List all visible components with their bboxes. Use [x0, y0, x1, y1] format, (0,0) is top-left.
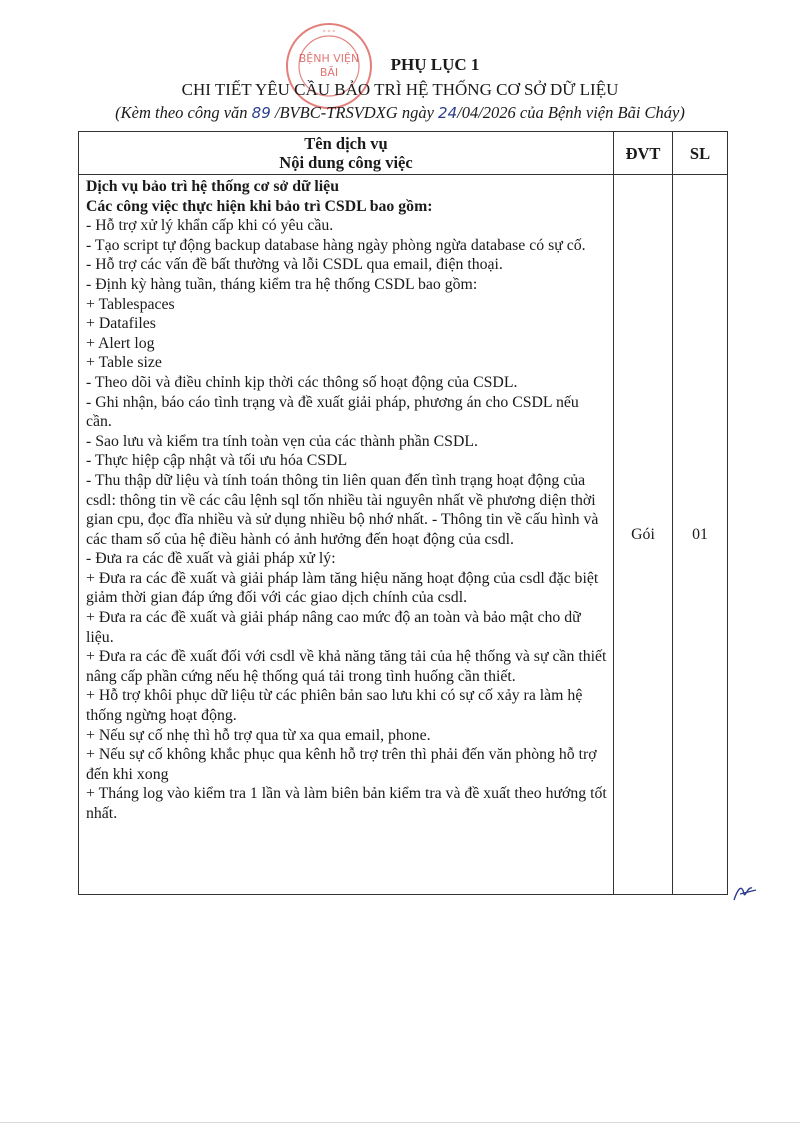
- content-line: + Tablespaces: [86, 295, 175, 313]
- content-line: Dịch vụ bảo trì hệ thống cơ sở dữ liệu: [86, 178, 339, 195]
- table-header-row: [79, 132, 728, 175]
- document-subtitle: (Kèm theo công văn 89 /BVBC-TRSVDXG ngày 24/04/2026 của Bệnh viện Bãi Cháy): [115, 103, 685, 122]
- content-line: - Theo dõi và điều chỉnh kịp thời các thông số hoạt động của CSDL.: [86, 373, 518, 391]
- content-line: - Ghi nhận, báo cáo tình trạng và đề xuất giải pháp, phương án cho CSDL nếu cần.: [86, 393, 579, 431]
- scan-edge-line: [0, 1122, 800, 1123]
- requirements-table: [78, 131, 728, 895]
- content-line: Các công việc thực hiện khi bảo trì CSDL bao gồm:: [86, 197, 433, 215]
- content-line: + Datafiles: [86, 315, 156, 333]
- header-service-content: Tên dịch vụ Nội dung công việc: [79, 132, 614, 175]
- content-line: - Định kỳ hàng tuần, tháng kiểm tra hệ thống CSDL bao gồm:: [86, 275, 478, 293]
- content-line: - Sao lưu và kiểm tra tính toàn vẹn của các thành phần CSDL.: [86, 432, 478, 450]
- stamp-text-2: BÃI: [319, 66, 339, 79]
- content-line: - Thực hiệp cập nhật và tối ưu hóa CSDL: [86, 452, 348, 470]
- content-line: + Alert log: [86, 334, 155, 352]
- content-line: + Nếu sự cố không khắc phục qua kênh hỗ trợ trên thì phải đến văn phòng hỗ trợ đến khi xong: [86, 746, 597, 783]
- header-unit: ĐVT: [614, 132, 673, 175]
- content-line: + Table size: [86, 354, 162, 372]
- content-line: + Đưa ra các đề xuất và giải pháp làm tăng hiệu năng hoạt động của csdl đặc biệt giảm thời gian đáp ứng đối với các giao dịch chính của csdl.: [86, 569, 599, 607]
- handwritten-day: 24: [438, 104, 458, 122]
- table-row: [79, 175, 728, 895]
- signature-mark: [730, 880, 760, 904]
- content-line: - Tạo script tự động backup database hàng ngày phòng ngừa database có sự cố.: [86, 236, 586, 254]
- handwritten-doc-number: 89: [251, 104, 271, 122]
- content-line: + Nếu sự cố nhẹ thì hỗ trợ qua từ xa qua email, phone.: [86, 726, 431, 744]
- content-line: - Hỗ trợ xử lý khẩn cấp khi có yêu cầu.: [86, 217, 334, 235]
- content-line: + Tháng log vào kiểm tra 1 lần và làm biên bản kiểm tra và đề xuất theo hướng tốt nhất.: [86, 785, 607, 822]
- service-content-cell: [79, 175, 614, 895]
- content-line: + Đưa ra các đề xuất và giải pháp nâng cao mức độ an toàn và bảo mật cho dữ liệu.: [86, 609, 581, 646]
- quantity-cell: 01: [673, 175, 728, 895]
- svg-text:* * *: * * *: [322, 29, 336, 36]
- content-line: - Đưa ra các đề xuất và giải pháp xử lý:: [86, 550, 336, 568]
- content-line: - Hỗ trợ các vấn đề bất thường và lỗi CSDL qua email, điện thoại.: [86, 256, 503, 274]
- stamp-text-1: BỆNH VIỆN: [298, 52, 360, 65]
- content-line: + Đưa ra các đề xuất đối với csdl về khả năng tăng tải của hệ thống và sự cần thiết nâng cấp phần cứng nếu hệ thống quá tải trong tình huống cần thiết.: [86, 648, 607, 685]
- document-title: CHI TIẾT YÊU CẦU BẢO TRÌ HỆ THỐNG CƠ SỞ DỮ LIỆU: [181, 80, 619, 99]
- appendix-title: PHỤ LỤC 1: [390, 55, 480, 74]
- unit-cell: Gói: [614, 175, 673, 895]
- header-quantity: SL: [673, 132, 728, 175]
- content-line: + Hỗ trợ khôi phục dữ liệu từ các phiên bản sao lưu khi có sự cố xảy ra làm hệ thống ngừng hoạt động.: [86, 687, 583, 725]
- content-line: - Thu thập dữ liệu và tính toán thông tin liên quan đến tình trạng hoạt động của csdl: thông tin về các câu lệnh sql tốn nhiều tài nguyên nhất về phương diện thời gian cpu, đọc đĩa nhiều và sử dụng nhiều bộ nhớ nhất. - Thông tin về cấu hình và các tham số của hệ điều hành có ảnh hưởng đến hoạt động của csdl.: [86, 471, 599, 548]
